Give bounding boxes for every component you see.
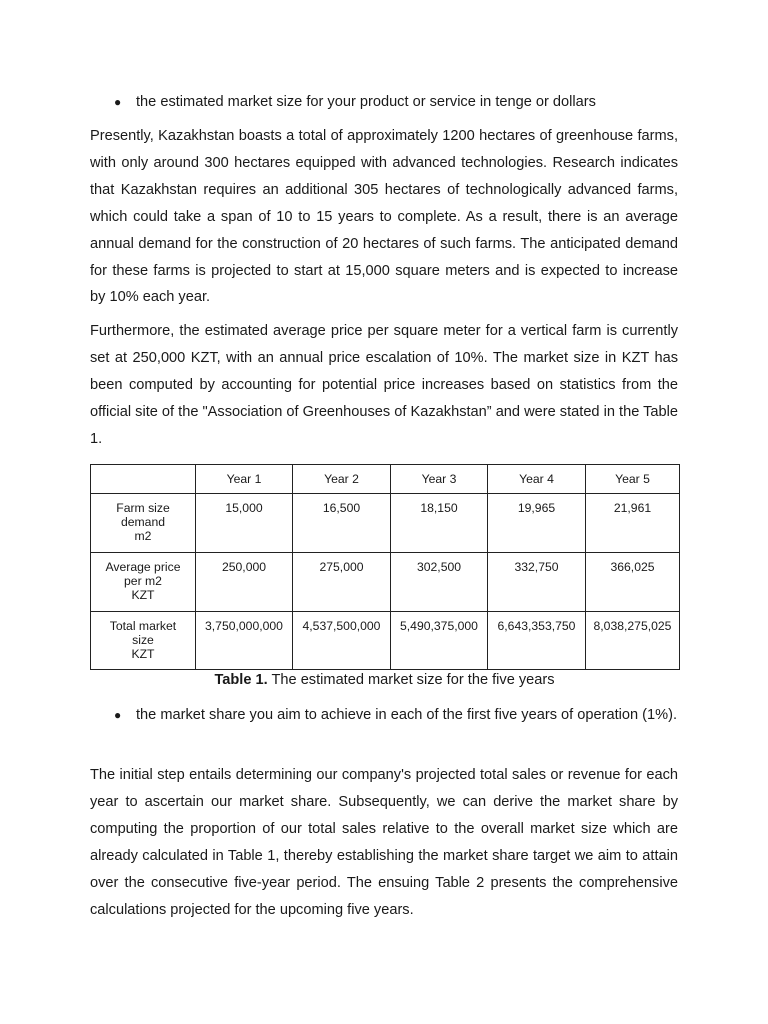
bullet-dot: ● [114,95,122,109]
table-row [91,612,680,670]
table-cell: 3,750,000,000 [196,612,293,670]
table-cell: 250,000 [196,553,293,612]
table-cell: 332,750 [488,553,586,612]
table-header-cell [91,465,196,494]
bullet-market-share [114,702,678,729]
table-cell: 19,965 [488,494,586,553]
table-header-row [91,465,680,494]
row-label-average-price: Average price per m2 KZT [91,553,196,612]
table-cell: 366,025 [586,553,680,612]
table-header-cell: Year 4 [488,465,586,494]
table-row [91,553,680,612]
bullet-text: the market share you aim to achieve in each of the first five years of operation (1%). [136,707,678,723]
paragraph-market-share-method: The initial step entails determining our company's projected total sales or revenue for each year to ascertain our market share. Subsequently, we can derive the market share by computing the proportion of our total sales relative to the overall market size which are already calculated in Table 1, thereby establishing the market share target we aim to attain over the consecutive five-year period. The ensuing Table 2 presents the comprehensive calculations projected for the upcoming five years. [90,767,678,918]
table-cell: 275,000 [293,553,391,612]
market-size-table [90,464,680,670]
table-cell: 6,643,353,750 [488,612,586,670]
row-label-total-market-size: Total market size KZT [91,612,196,670]
table-cell: 21,961 [586,494,680,553]
table-header-cell: Year 2 [293,465,391,494]
paragraph-greenhouse-demand: Presently, Kazakhstan boasts a total of approximately 1200 hectares of greenhouse farms, with only around 300 hectares equipped with advanced technologies. Research indicates that Kazakhstan requires an additional 305 hectares of technologically advanced farms, which could take a span of 10 to 15 years to complete. As a result, there is an average annual demand for the construction of 20 hectares of such farms. The anticipated demand for these farms is projected to start at 15,000 square meters and is expected to increase by 10% each year. [90,128,678,306]
paragraph-price-estimate: Furthermore, the estimated average price per square meter for a vertical farm is currently set at 250,000 KZT, with an annual price escalation of 10%. The market size in KZT has been computed by accounting for potential price increases based on statistics from the official site of the "Association of Greenhouses of Kazakhstan” and were stated in the Table 1. [90,323,678,447]
table-cell: 4,537,500,000 [293,612,391,670]
row-label-farm-size: Farm size demand m2 [91,494,196,553]
table-cell: 5,490,375,000 [391,612,488,670]
table-cell: 8,038,275,025 [586,612,680,670]
bullet-market-size [114,89,678,116]
table-cell: 302,500 [391,553,488,612]
table-header-cell: Year 1 [196,465,293,494]
table-caption [90,670,679,690]
table-row [91,494,680,553]
table-header-cell: Year 5 [586,465,680,494]
table-cell: 16,500 [293,494,391,553]
bullet-text: the estimated market size for your product or service in tenge or dollars [136,94,596,110]
caption-text: The estimated market size for the five years [267,672,555,688]
table-cell: 15,000 [196,494,293,553]
caption-label: Table 1. [214,672,268,688]
table-cell: 18,150 [391,494,488,553]
table-header-cell: Year 3 [391,465,488,494]
bullet-dot: ● [114,708,122,722]
